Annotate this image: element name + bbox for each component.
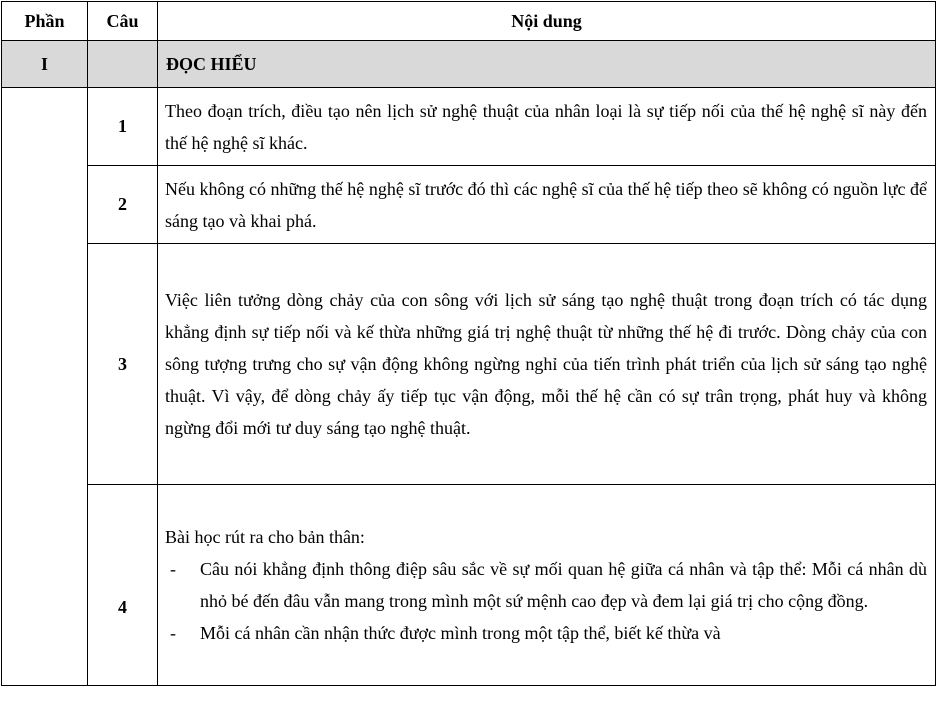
section-phan: I xyxy=(2,41,88,88)
section-row xyxy=(2,41,936,88)
question-number: 1 xyxy=(88,88,158,166)
list-item-text: Mỗi cá nhân cần nhận thức được mình trong một tập thể, biết kế thừa và xyxy=(200,623,721,643)
bullet-dash: - xyxy=(170,623,176,643)
list-item xyxy=(165,617,927,649)
answer-text: Việc liên tưởng dòng chảy của con sông với lịch sử sáng tạo nghệ thuật trong đoạn trích có tác dụng khẳng định sự tiếp nối và kế thừa những giá trị nghệ thuật từ những thế hệ đi trước. Dòng chảy của con sông tượng trưng cho sự vận động không ngừng nghỉ của tiến trình phát triển của lịch sử sáng tạo nghệ thuật. Vì vậy, để dòng chảy ấy tiếp tục vận động, mỗi thế hệ cần có sự trân trọng, phát huy và không ngừng đổi mới tư duy sáng tạo nghệ thuật. xyxy=(158,244,936,485)
phan-cell-empty xyxy=(2,88,88,686)
table-row xyxy=(2,88,936,166)
bullet-dash: - xyxy=(170,559,176,579)
answer-intro: Bài học rút ra cho bản thân: xyxy=(165,527,365,547)
table-header-row xyxy=(2,2,936,41)
answer-table xyxy=(1,1,936,686)
section-title: ĐỌC HIỂU xyxy=(158,41,936,88)
question-number-label: 4 xyxy=(118,597,127,617)
header-noi-dung: Nội dung xyxy=(158,2,936,41)
question-number: 2 xyxy=(88,166,158,244)
section-cau-empty xyxy=(88,41,158,88)
answer-text: Theo đoạn trích, điều tạo nên lịch sử nghệ thuật của nhân loại là sự tiếp nối của thế hệ nghệ sĩ này đến thế hệ nghệ sĩ khác. xyxy=(158,88,936,166)
question-number xyxy=(88,485,158,686)
answer-content xyxy=(158,485,936,686)
table-row xyxy=(2,485,936,686)
question-number: 3 xyxy=(88,244,158,485)
table-row xyxy=(2,244,936,485)
list-item-text: Câu nói khẳng định thông điệp sâu sắc về sự mối quan hệ giữa cá nhân và tập thể: Mỗi cá nhân dù nhỏ bé đến đâu vẫn mang trong mình một sứ mệnh cao đẹp và đem lại giá trị cho cộng đồng. xyxy=(200,559,927,611)
header-cau: Câu xyxy=(88,2,158,41)
table-row xyxy=(2,166,936,244)
answer-text: Nếu không có những thế hệ nghệ sĩ trước đó thì các nghệ sĩ của thế hệ tiếp theo sẽ không có nguồn lực để sáng tạo và khai phá. xyxy=(158,166,936,244)
list-item xyxy=(165,553,927,617)
header-phan: Phần xyxy=(2,2,88,41)
